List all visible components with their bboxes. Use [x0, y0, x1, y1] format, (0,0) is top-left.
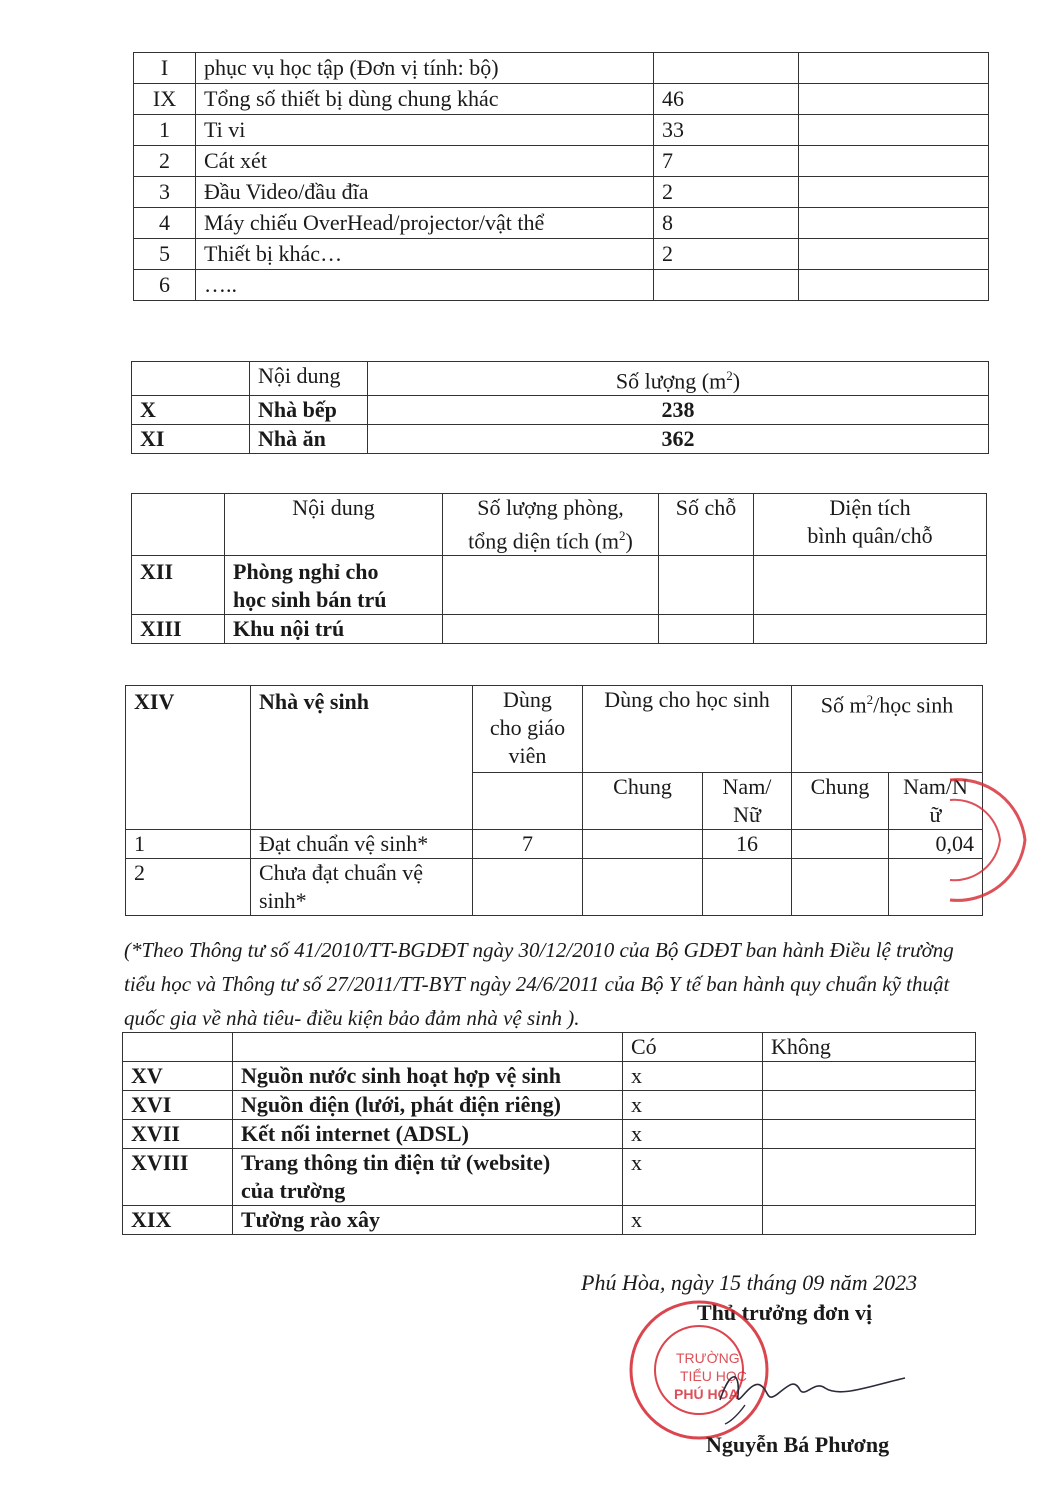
- header-number: [132, 494, 225, 556]
- header-rooms-line2: [451, 522, 650, 555]
- table-row: [132, 396, 989, 425]
- row-content: [251, 859, 473, 916]
- row-quantity: 362: [368, 425, 989, 454]
- row-male-female: [703, 859, 792, 916]
- row-content: Nguồn điện (lưới, phát điện riêng): [233, 1091, 623, 1120]
- table-row: [132, 425, 989, 454]
- row-number: XIII: [132, 615, 225, 644]
- row-rooms: [443, 556, 659, 615]
- row-no: [763, 1062, 976, 1091]
- row-no: [763, 1120, 976, 1149]
- row-no: [763, 1206, 976, 1235]
- row-male-female-2: 0,04: [889, 830, 983, 859]
- row-extra: [799, 53, 989, 84]
- row-quantity: 2: [654, 239, 799, 270]
- row-extra: [799, 115, 989, 146]
- table-row: [126, 859, 983, 916]
- header-per-student-sup: 2: [866, 692, 874, 707]
- row-quantity: 2: [654, 177, 799, 208]
- row-male-female: 16: [703, 830, 792, 859]
- row-number: 4: [134, 208, 196, 239]
- header-teacher-line1: Dùng: [503, 687, 552, 712]
- table-row: [132, 556, 987, 615]
- row-yes: x: [623, 1206, 763, 1235]
- row-content-line1: Chưa đạt chuẩn vệ: [259, 860, 424, 885]
- row-content-line2: sinh*: [259, 888, 307, 913]
- header-rooms-sup: 2: [619, 528, 626, 543]
- row-number: 6: [134, 270, 196, 301]
- signature-title: Thủ trưởng đơn vị: [697, 1300, 873, 1325]
- row-content-line1: Trang thông tin điện tử (website): [241, 1150, 551, 1175]
- header-rooms-line1: Số lượng phòng,: [477, 495, 624, 520]
- row-number: XVIII: [123, 1149, 233, 1206]
- header-number: [123, 1033, 233, 1062]
- header-area-line2: bình quân/chỗ: [807, 523, 933, 548]
- row-content: [225, 556, 443, 615]
- row-yes: x: [623, 1062, 763, 1091]
- header-no: Không: [763, 1033, 976, 1062]
- table-header: [132, 362, 989, 396]
- header-per-student-end: /học sinh: [873, 692, 954, 718]
- subheader-common-2: Chung: [792, 773, 889, 830]
- header-per-student: [792, 686, 983, 773]
- row-quantity: 8: [654, 208, 799, 239]
- table-header: [126, 686, 983, 773]
- header-student: Dùng cho học sinh: [583, 686, 792, 773]
- row-number: X: [132, 396, 250, 425]
- row-content-line1: Phòng nghỉ cho: [233, 559, 379, 585]
- row-rooms: [443, 615, 659, 644]
- row-area: [754, 615, 987, 644]
- row-content: …..: [196, 270, 654, 301]
- table-header: [132, 494, 987, 556]
- partial-seal-icon: [935, 770, 1035, 910]
- row-extra: [799, 239, 989, 270]
- row-extra: [799, 270, 989, 301]
- handwritten-signature-icon: [700, 1350, 920, 1430]
- row-content: Ti vi: [196, 115, 654, 146]
- subheader-mf-line2: Nữ: [733, 802, 761, 827]
- row-content: Đạt chuẩn vệ sinh*: [251, 830, 473, 859]
- table-header: [123, 1033, 976, 1062]
- subheader-mf-line1: Nam/: [722, 774, 772, 799]
- header-content: Nội dung: [225, 494, 443, 556]
- table-row: [134, 115, 989, 146]
- row-content: Nguồn nước sinh hoạt hợp vệ sinh: [233, 1062, 623, 1091]
- table-row: [123, 1062, 976, 1091]
- header-quantity-end: ): [732, 368, 741, 394]
- row-teacher: 7: [473, 830, 583, 859]
- row-common: [583, 859, 703, 916]
- equipment-table: [133, 52, 989, 301]
- table-row: [134, 208, 989, 239]
- row-yes: x: [623, 1149, 763, 1206]
- row-content: phục vụ học tập (Đơn vị tính: bộ): [196, 53, 654, 84]
- subheader-mf2-line1: Nam/N: [903, 774, 968, 799]
- row-content: Khu nội trú: [225, 615, 443, 644]
- table-row: [123, 1206, 976, 1235]
- row-quantity: 33: [654, 115, 799, 146]
- row-number: XV: [123, 1062, 233, 1091]
- row-seats: [659, 556, 754, 615]
- row-extra: [799, 177, 989, 208]
- row-content-line2: của trường: [241, 1178, 346, 1203]
- header-title: Nhà vệ sinh: [251, 686, 473, 830]
- row-common: [583, 830, 703, 859]
- row-number: XI: [132, 425, 250, 454]
- svg-text:PHÚ HÒA: PHÚ HÒA: [674, 1386, 739, 1402]
- header-teacher-line3: viên: [508, 743, 547, 768]
- row-content: Cát xét: [196, 146, 654, 177]
- row-common-2: [792, 859, 889, 916]
- subheader-common: Chung: [583, 773, 703, 830]
- row-content: Máy chiếu OverHead/projector/vật thể: [196, 208, 654, 239]
- row-content: Tường rào xây: [233, 1206, 623, 1235]
- utilities-table: [122, 1032, 976, 1235]
- row-number: 2: [126, 859, 251, 916]
- header-yes: Có: [623, 1033, 763, 1062]
- row-content-line2: học sinh bán trú: [233, 587, 387, 613]
- header-quantity-text: Số lượng (m: [615, 368, 727, 394]
- row-teacher: [473, 859, 583, 916]
- row-area: [754, 556, 987, 615]
- row-extra: [799, 208, 989, 239]
- toilet-table: [125, 685, 983, 916]
- row-seats: [659, 615, 754, 644]
- row-extra: [799, 146, 989, 177]
- row-content: Kết nối internet (ADSL): [233, 1120, 623, 1149]
- kitchen-table: [131, 361, 989, 454]
- subheader-male-female: [703, 773, 792, 830]
- row-number: 5: [134, 239, 196, 270]
- row-no: [763, 1091, 976, 1120]
- header-rooms: [443, 494, 659, 556]
- subheader-mf2-line2: ữ: [929, 802, 942, 827]
- row-number: XVI: [123, 1091, 233, 1120]
- table-row: [123, 1091, 976, 1120]
- row-quantity: 46: [654, 84, 799, 115]
- row-number: 3: [134, 177, 196, 208]
- svg-text:TRƯỜNG: TRƯỜNG: [676, 1350, 740, 1366]
- row-extra: [799, 84, 989, 115]
- table-row: [134, 84, 989, 115]
- header-number: XIV: [126, 686, 251, 830]
- row-quantity: [654, 270, 799, 301]
- table-row: [123, 1149, 976, 1206]
- header-rooms-end: ): [625, 528, 633, 554]
- header-content: Nội dung: [250, 362, 368, 396]
- footnote: (*Theo Thông tư số 41/2010/TT-BGDĐT ngày 30/12/2010 của Bộ GDĐT ban hành Điều lệ trường tiểu học và Thông tư số 27/2011/TT-BYT ngày 24/6/2011 của Bộ Y tế ban hành quy chuẩn kỹ thuật quốc gia về nhà tiêu- điều kiện bảo đảm nhà vệ sinh ).: [124, 938, 954, 1030]
- row-yes: x: [623, 1091, 763, 1120]
- header-area: [754, 494, 987, 556]
- subheader-teacher: [473, 773, 583, 830]
- table-row: [134, 177, 989, 208]
- signature-name: Nguyễn Bá Phương: [706, 1432, 890, 1457]
- rooms-table: [131, 493, 987, 644]
- row-number: 2: [134, 146, 196, 177]
- table-row: [126, 830, 983, 859]
- table-row: [134, 146, 989, 177]
- row-number: XII: [132, 556, 225, 615]
- row-content: Tổng số thiết bị dùng chung khác: [196, 84, 654, 115]
- header-content: [233, 1033, 623, 1062]
- header-seats: Số chỗ: [659, 494, 754, 556]
- row-number: XIX: [123, 1206, 233, 1235]
- row-yes: x: [623, 1120, 763, 1149]
- row-number: 1: [134, 115, 196, 146]
- table-row: [123, 1120, 976, 1149]
- row-content: Nhà ăn: [250, 425, 368, 454]
- table-row: [134, 270, 989, 301]
- row-content: Đầu Video/đầu đĩa: [196, 177, 654, 208]
- svg-text:TIỂU HỌC: TIỂU HỌC: [680, 1368, 747, 1384]
- table-row: [132, 615, 987, 644]
- row-no: [763, 1149, 976, 1206]
- row-quantity: 7: [654, 146, 799, 177]
- row-number: IX: [134, 84, 196, 115]
- row-common-2: [792, 830, 889, 859]
- table-row: [134, 53, 989, 84]
- header-teacher: [473, 686, 583, 773]
- row-number: XVII: [123, 1120, 233, 1149]
- row-content: [233, 1149, 623, 1206]
- header-quantity-sup: 2: [726, 368, 733, 383]
- header-quantity: [368, 362, 989, 396]
- signature-date: Phú Hòa, ngày 15 tháng 09 năm 2023: [581, 1270, 918, 1295]
- header-rooms-text: tổng diện tích (m: [468, 528, 620, 554]
- header-area-line1: Diện tích: [829, 495, 911, 520]
- row-content: Nhà bếp: [250, 396, 368, 425]
- row-quantity: [654, 53, 799, 84]
- header-per-student-text: Số m: [820, 692, 867, 718]
- table-row: [134, 239, 989, 270]
- row-content: Thiết bị khác…: [196, 239, 654, 270]
- header-teacher-line2: cho giáo: [489, 715, 566, 740]
- row-quantity: 238: [368, 396, 989, 425]
- header-number: [132, 362, 250, 396]
- row-number: I: [134, 53, 196, 84]
- row-number: 1: [126, 830, 251, 859]
